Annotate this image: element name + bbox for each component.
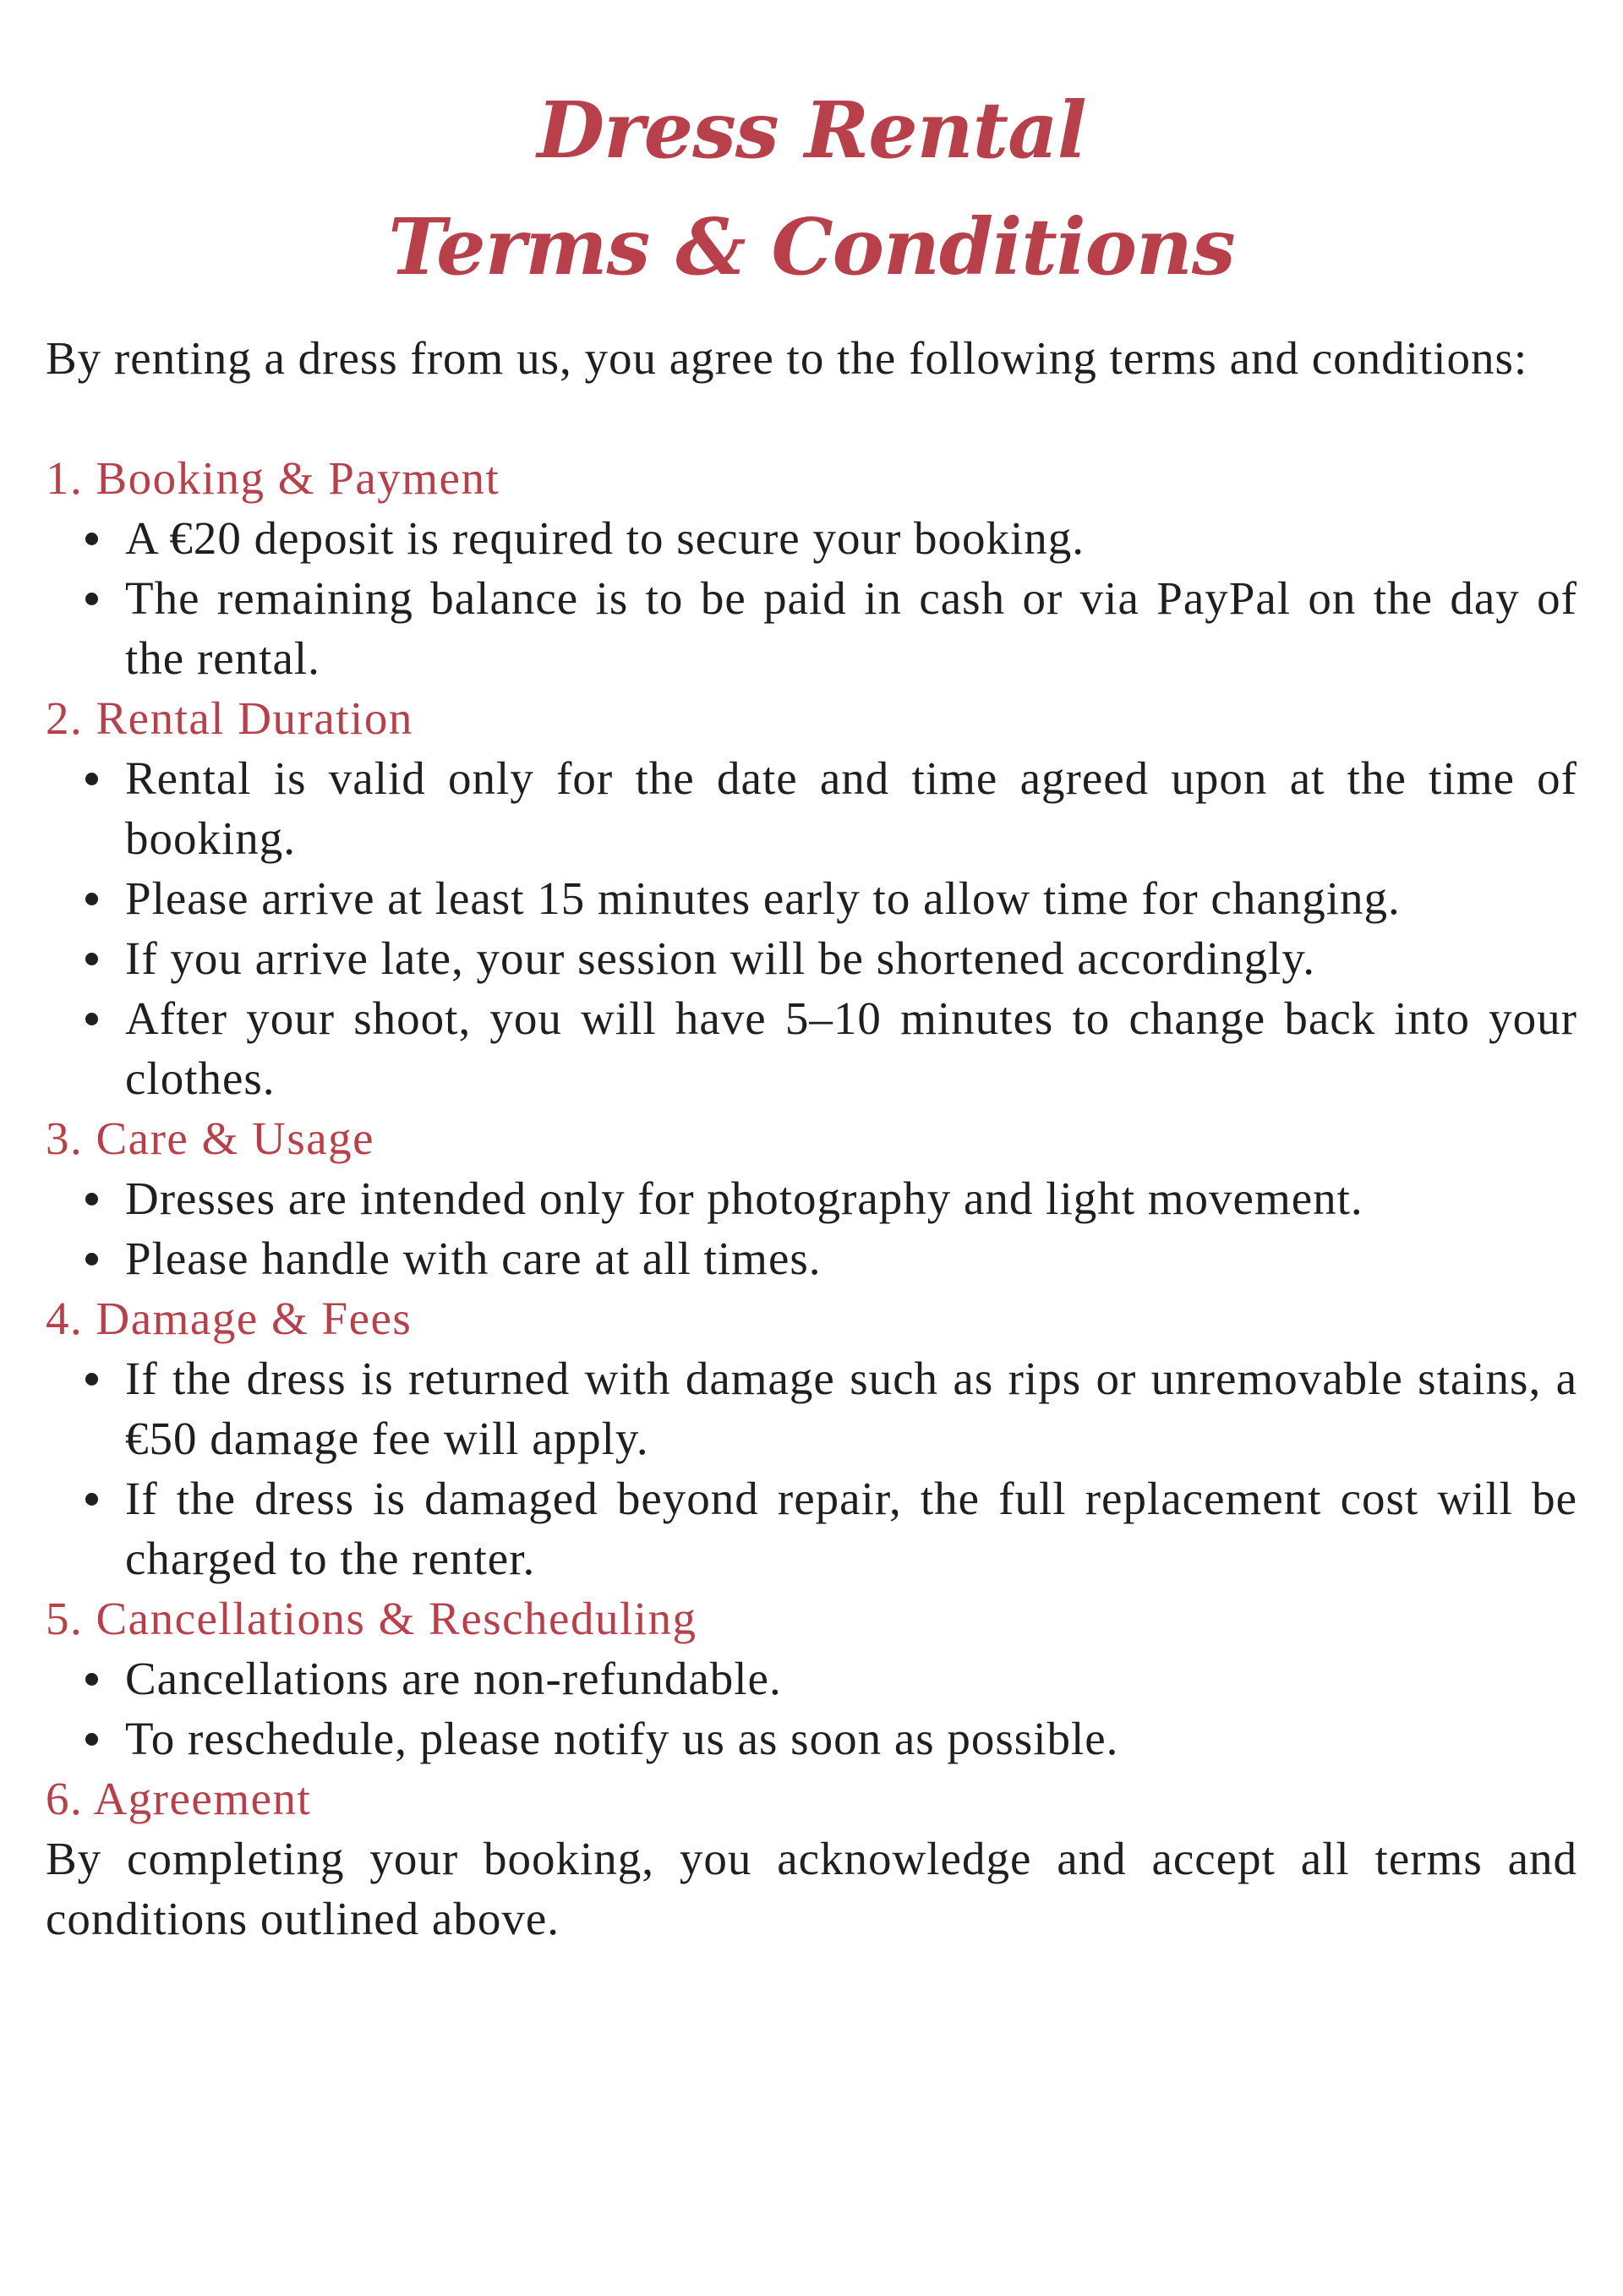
bullet-dot-icon [85,1373,98,1386]
bullet-dot-icon [85,893,98,905]
list-item [46,1348,1577,1468]
section-heading-rental-duration: 2. Rental Duration [46,692,413,744]
terms-body [46,328,1577,1949]
list-item [46,928,1577,988]
bullet-dot-icon [85,1253,98,1266]
list-item-text: Please handle with care at all times. [125,1233,822,1284]
list-item-text: After your shoot, you will have 5–10 minutes to change back into your clothes. [125,992,1577,1104]
list-item [46,568,1577,688]
list-item [46,1168,1577,1228]
bullet-dot-icon [85,1013,98,1025]
list-item-text: If the dress is damaged beyond repair, the full replacement cost will be charged to the renter. [125,1473,1577,1584]
list-item-text: Rental is valid only for the date and time agreed upon at the time of booking. [125,752,1577,864]
list-item [46,508,1577,568]
bullet-dot-icon [85,533,98,545]
section-heading-booking-payment: 1. Booking & Payment [46,452,500,504]
list-item [46,748,1577,868]
closing-paragraph: By completing your booking, you acknowledge and accept all terms and conditions outlined above. [46,1833,1577,1944]
bullet-dot-icon [85,773,98,785]
section-list-damage-fees [46,1348,1577,1588]
list-item-text: A €20 deposit is required to secure your booking. [125,512,1085,564]
intro-paragraph: By renting a dress from us, you agree to the following terms and conditions: [46,332,1528,384]
section-list-cancellations [46,1648,1577,1768]
list-item-text: If you arrive late, your session will be shortened accordingly. [125,932,1316,984]
section-heading-cancellations: 5. Cancellations & Rescheduling [46,1593,697,1644]
bullet-dot-icon [85,1733,98,1746]
list-item [46,1228,1577,1288]
bullet-dot-icon [85,1493,98,1506]
section-heading-damage-fees: 4. Damage & Fees [46,1293,413,1344]
spacer [46,388,1577,448]
list-item-text: Cancellations are non-refundable. [125,1653,782,1704]
section-heading-care-usage: 3. Care & Usage [46,1112,375,1164]
list-item [46,868,1577,928]
bullet-dot-icon [85,1673,98,1686]
list-item-text: The remaining balance is to be paid in cash or via PayPal on the day of the rental. [125,572,1577,684]
section-list-care-usage [46,1168,1577,1288]
list-item-text: If the dress is returned with damage such as rips or unremovable stains, a €50 damage fee will apply. [125,1353,1577,1464]
section-list-rental-duration [46,748,1577,1108]
list-item [46,1648,1577,1708]
section-list-booking-payment [46,508,1577,688]
list-item-text: Dresses are intended only for photography and light movement. [125,1173,1363,1224]
document-title-line-1: Dress Rental [537,85,1086,176]
list-item [46,988,1577,1108]
document-title-line-2: Terms & Conditions [388,201,1235,292]
list-item-text: To reschedule, please notify us as soon as possible. [125,1713,1119,1764]
list-item [46,1468,1577,1588]
bullet-dot-icon [85,953,98,965]
list-item [46,1708,1577,1768]
section-heading-agreement: 6. Agreement [46,1773,312,1824]
bullet-dot-icon [85,1193,98,1205]
list-item-text: Please arrive at least 15 minutes early to allow time for changing. [125,872,1401,924]
bullet-dot-icon [85,593,98,605]
